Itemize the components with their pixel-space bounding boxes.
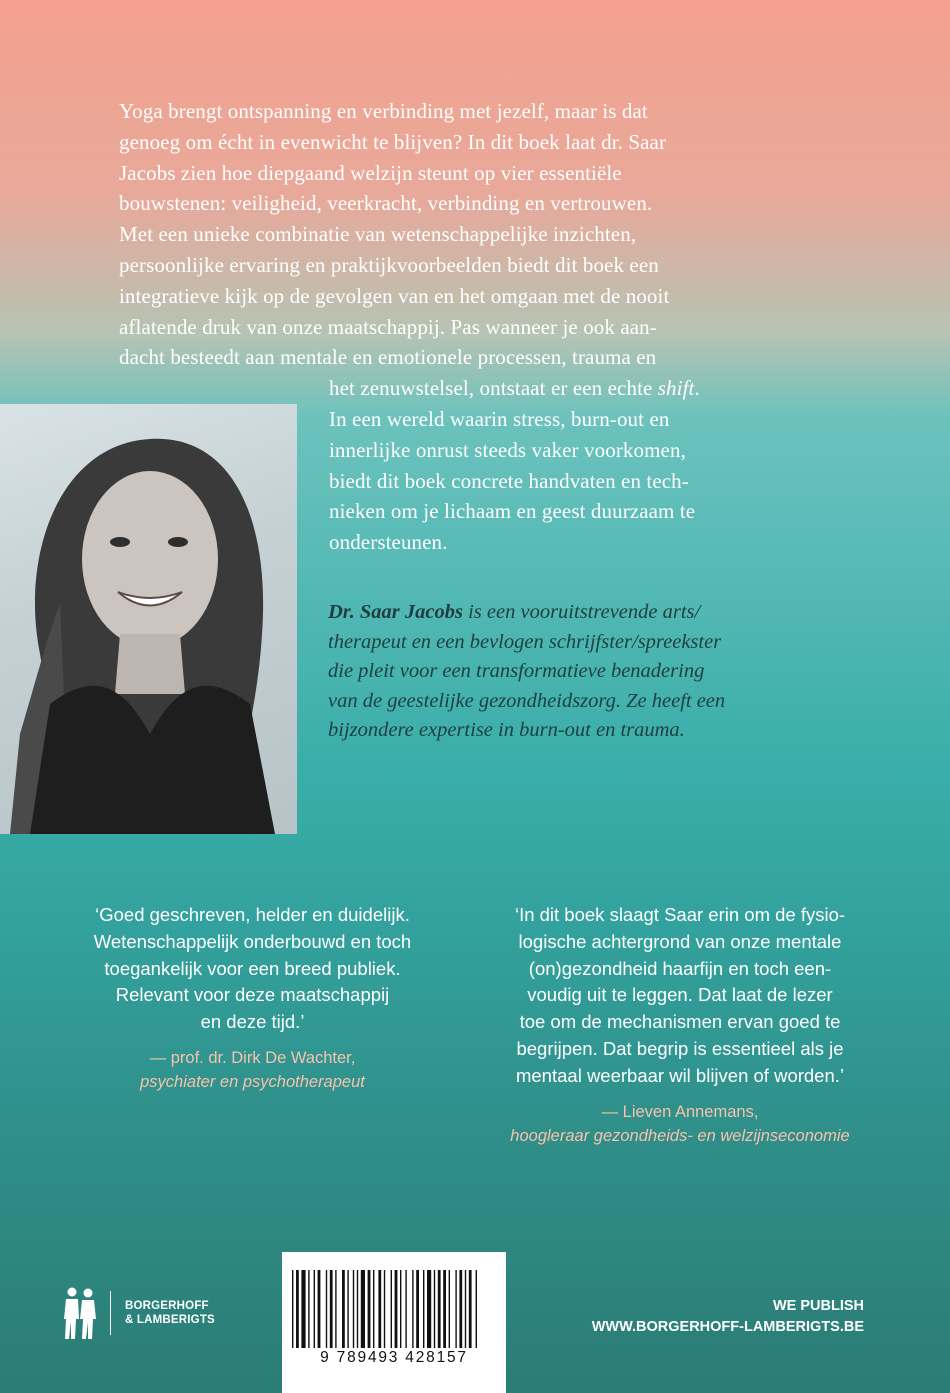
isbn-number: 9 789493 428157 <box>320 1349 468 1366</box>
publisher-footer <box>592 1296 864 1338</box>
author-photo <box>0 404 297 834</box>
barcode-bar <box>434 1270 435 1348</box>
quote-left <box>60 902 445 1094</box>
blurb-line: integratieve kijk op de gevolgen van en het omgaan met de nooit <box>119 283 670 308</box>
bio-line-text: is een vooruitstrevende arts/ <box>462 601 701 623</box>
blurb-line: Met een unieke combinatie van wetenschappelijke inzichten, <box>119 222 637 247</box>
barcode-bar <box>476 1270 477 1348</box>
quote-role: hoogleraar gezondheids- en welzijnseconomie <box>510 1126 850 1145</box>
blurb-line: ondersteunen. <box>329 530 448 555</box>
quote-attribution <box>60 1046 445 1094</box>
barcode-bar <box>423 1270 424 1348</box>
blurb-line: innerlijke onrust steeds vaker voorkomen, <box>329 437 686 462</box>
quote-line: (on)gezondheid haarfijn en toch een- <box>528 957 832 979</box>
quote-line: mentaal weerbaar wil blijven of worden.’ <box>515 1064 845 1086</box>
blurb-line-text: het zenuwstelsel, ontstaat er een echte <box>329 376 658 401</box>
barcode-bar <box>443 1270 446 1348</box>
barcode-bar <box>459 1270 462 1348</box>
blurb-line: In een wereld waarin stress, burn-out en <box>329 406 670 431</box>
barcode-bar <box>384 1270 385 1348</box>
barcode-bar <box>449 1270 450 1348</box>
blurb-line: persoonlijke ervaring en praktijkvoorbeelden biedt dit boek een <box>119 252 659 277</box>
barcode-bar <box>391 1270 392 1348</box>
publisher-name-line: BORGERHOFF <box>125 1300 209 1312</box>
publisher-name <box>125 1299 215 1327</box>
barcode-bar <box>427 1270 431 1348</box>
barcode-bar <box>308 1270 309 1348</box>
publisher-tagline: WE PUBLISH <box>772 1298 864 1314</box>
quote-author: — prof. dr. Dirk De Wachter, <box>149 1048 356 1067</box>
isbn-barcode <box>282 1252 506 1393</box>
barcode-bar <box>353 1270 354 1348</box>
barcode-bar <box>335 1270 336 1348</box>
blurb-line: biedt dit boek concrete handvaten en tech- <box>329 468 689 493</box>
bio-line: die pleit voor een transformatieve benadering <box>328 660 705 683</box>
author-name: Dr. Saar Jacobs <box>328 601 463 623</box>
quote-line: Relevant voor deze maatschappij <box>115 984 390 1006</box>
barcode-bar <box>378 1270 381 1348</box>
barcode-bar <box>357 1270 358 1348</box>
barcode-bar <box>296 1270 299 1348</box>
quote-line: begrijpen. Dat begrip is essentieel als je <box>516 1037 844 1059</box>
shift-punct: . <box>694 376 700 401</box>
barcode-bar <box>368 1270 371 1348</box>
barcode-bar <box>416 1270 419 1348</box>
quote-line: toegankelijk voor een breed publiek. <box>104 957 401 979</box>
quote-line: en deze tijd.’ <box>200 1011 305 1033</box>
quote-line: Wetenschappelijk onderbouwd en toch <box>93 930 412 952</box>
barcode-bar <box>405 1270 406 1348</box>
publisher-url[interactable]: WWW.BORGERHOFF-LAMBERIGTS.BE <box>591 1319 864 1335</box>
barcode-bar <box>438 1270 441 1348</box>
shift-word: shift <box>657 376 695 401</box>
barcode-bar <box>330 1270 333 1348</box>
publisher-name-line: & LAMBERIGTS <box>125 1314 215 1326</box>
barcode-bar <box>292 1270 293 1348</box>
barcode-bar <box>314 1270 315 1348</box>
barcode-bar <box>301 1270 305 1348</box>
barcode-bar <box>412 1270 413 1348</box>
blurb-line: nieken om je lichaam en geest duurzaam te <box>329 499 696 524</box>
barcode-bar <box>465 1270 466 1348</box>
blurb-line: Yoga brengt ontspanning en verbinding met jezelf, maar is dat <box>119 99 648 123</box>
barcode-bar <box>326 1270 327 1348</box>
author-bio <box>328 598 798 746</box>
quote-role: psychiater en psychotherapeut <box>140 1072 365 1091</box>
quote-line: logische achtergrond van onze mentale <box>518 930 842 952</box>
bio-line <box>328 598 798 628</box>
publisher-figures-icon <box>60 1285 100 1341</box>
quote-line: ‘In dit boek slaagt Saar erin om de fysio- <box>514 904 846 925</box>
barcode-bar <box>373 1270 374 1348</box>
blurb-line <box>119 373 779 404</box>
quote-author: — Lieven Annemans, <box>601 1102 759 1121</box>
publisher-logo <box>60 1283 215 1343</box>
barcode-bar <box>361 1270 365 1348</box>
quote-line: toe om de mechanismen ervan goed te <box>519 1011 841 1033</box>
bio-line: bijzondere expertise in burn-out en trauma. <box>328 719 685 742</box>
bio-line: van de geestelijke gezondheidszorg. Ze heeft een <box>328 689 726 712</box>
barcode-bar <box>395 1270 398 1348</box>
barcode-bar <box>455 1270 456 1348</box>
quote-line: voudig uit te leggen. Dat laat de lezer <box>527 984 833 1006</box>
bio-line: therapeut en een bevlogen schrijfster/spreekster <box>328 630 722 653</box>
blurb-line: bouwstenen: veiligheid, veerkracht, verbinding en vertrouwen. <box>119 191 653 216</box>
blurb-line: aflatende druk van onze maatschappij. Pas wanneer je ook aan- <box>119 314 657 339</box>
blurb-line: Jacobs zien hoe diepgaand welzijn steunt op vier essentiële <box>119 160 622 185</box>
barcode-bar <box>469 1270 472 1348</box>
publisher-divider <box>110 1291 111 1335</box>
blurb-line: dacht besteedt aan mentale en emotionele processen, trauma en <box>119 345 657 370</box>
blurb-line: genoeg om écht in evenwicht te blijven? In dit boek laat dr. Saar <box>119 129 667 154</box>
barcode-bar <box>318 1270 321 1348</box>
barcode-bar <box>400 1270 401 1348</box>
author-portrait-illustration <box>0 404 297 834</box>
quote-line: ‘Goed geschreven, helder en duidelijk. <box>95 904 410 925</box>
barcode-bar <box>347 1270 348 1348</box>
quote-right <box>470 902 890 1148</box>
barcode-bars <box>286 1270 502 1348</box>
barcode-bar <box>342 1270 345 1348</box>
quote-attribution <box>470 1100 890 1148</box>
